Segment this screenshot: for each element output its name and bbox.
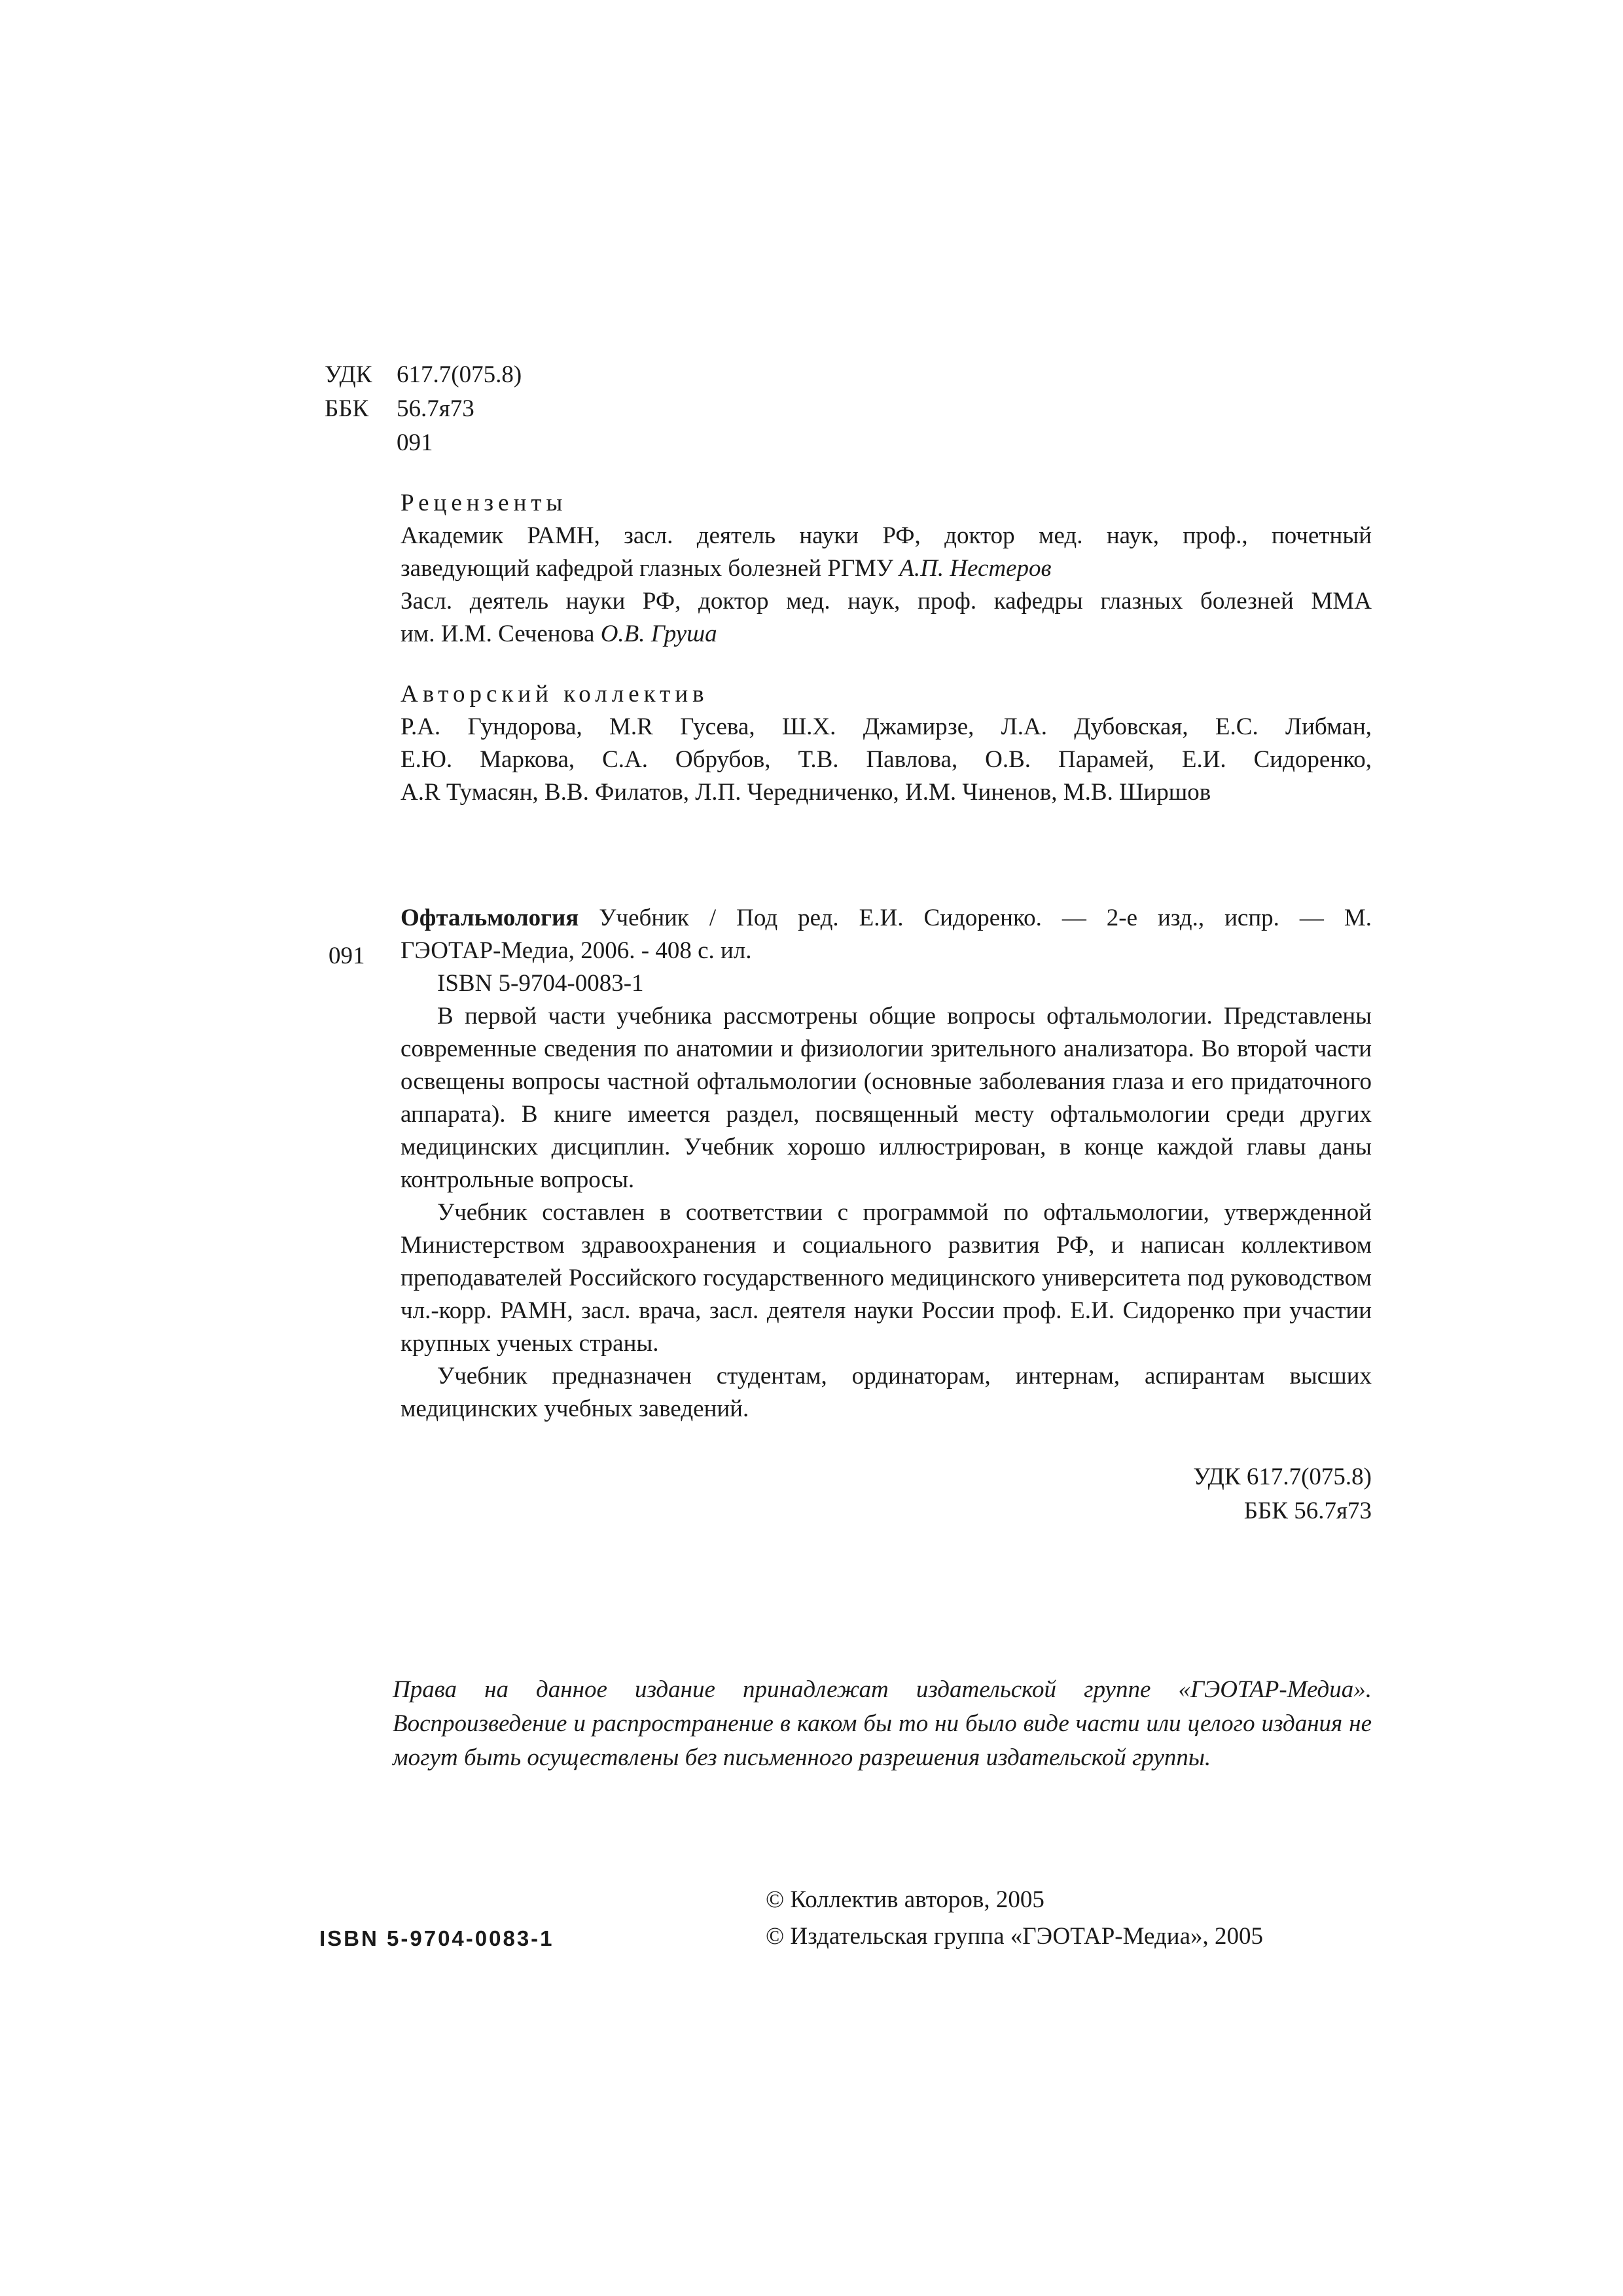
footer-isbn-number: 5-9704-0083-1 [387,1926,554,1950]
classification-code: 091 [397,429,433,456]
reviewer-2-affiliation: им. И.М. Сеченова [401,620,601,647]
entry-title-rest: Учебник / Под ред. Е.И. Сидоренко. — 2-е изд., испр. — М. [599,905,1372,931]
bbk-value: 56.7я73 [397,395,474,422]
reviewer-1-affiliation: заведующий кафедрой глазных болезней РГМУ [401,555,900,582]
reviewers-heading: Рецензенты [401,490,567,516]
entry-paragraph-2: Учебник составлен в соответствии с программой по офтальмологии, утвержденной Министерством здравоохранения и социального развития РФ, и написан коллективом преподавателей Российского государственного медицинского университета под руководством чл.-корр. РАМН, засл. врача, засл. деятеля науки России проф. Е.И. Сидоренко при участии крупных ученых страны. [401,1199,1372,1357]
entry-publisher: ГЭОТАР-Медиа, 2006. - 408 с. ил. [401,937,752,964]
authors-line-1: Р.А. Гундорова, M.R Гусева, Ш.Х. Джамирзе, Л.А. Дубовская, Е.С. Либман, [401,713,1372,740]
reviewer-2-line-2 [401,618,1372,651]
authors-line-2: Е.Ю. Маркова, С.А. Обрубов, Т.В. Павлова, О.В. Парамей, Е.И. Сидоренко, [401,746,1372,773]
copyright-authors: © Коллектив авторов, 2005 [766,1886,1044,1913]
entry-title: Офтальмология [401,905,579,931]
reviewer-2-name: О.В. Груша [600,620,717,647]
copyright-publisher: © Издательская группа «ГЭОТАР-Медиа», 2005 [766,1923,1263,1950]
footer-isbn-prefix: ISBN [319,1926,379,1950]
reviewer-1-line-1: Академик РАМН, засл. деятель науки РФ, доктор мед. наук, проф., почетный [401,522,1372,549]
rights-notice: Права на данное издание принадлежат издательской группе «ГЭОТАР-Медиа». Воспроизведение и распространение в каком бы то ни было виде части или целого издания не могут быть осуществлены без письменного разрешения издательской группы. [393,1676,1372,1771]
udk-label: УДК [325,361,372,388]
entry-paragraph-1: В первой части учебника рассмотрены общие вопросы офтальмологии. Представлены современные сведения по анатомии и физиологии зрительного анализатора. Во второй части освещены вопросы частной офтальмологии (основные заболевания глаза и его придаточного аппарата). В книге имеется раздел, посвященный месту офтальмологии среди других медицинских дисциплин. Учебник хорошо иллюстрирован, в конце каждой главы даны контрольные вопросы. [401,1003,1372,1193]
entry-title-line [401,902,1372,935]
bibliographic-entry [401,902,1372,1426]
udk-right: УДК 617.7(075.8) [1193,1463,1372,1490]
udk-row [325,359,522,391]
authors-heading: Авторский коллектив [401,681,709,708]
entry-isbn: ISBN 5-9704-0083-1 [437,970,644,997]
bbk-label: ББК [325,395,369,422]
entry-paragraph-3: Учебник предназначен студентам, ординаторам, интернам, аспирантам высших медицинских учебных заведений. [401,1363,1372,1422]
reviewer-1-line-2 [401,552,1372,585]
reviewer-1-name: А.П. Нестеров [899,555,1052,582]
authors-block [401,678,1372,809]
bbk-row [325,393,474,425]
footer-isbn [319,1926,554,1951]
entry-code: 091 [329,942,365,969]
reviewers-block [401,487,1372,651]
udk-value: 617.7(075.8) [397,361,522,388]
authors-line-3: A.R Тумасян, В.В. Филатов, Л.П. Чередниченко, И.М. Чиненов, М.В. Ширшов [401,779,1211,806]
bbk-right: ББК 56.7я73 [1243,1498,1372,1524]
reviewer-2-line-1: Засл. деятель науки РФ, доктор мед. наук, проф. кафедры глазных болезней ММА [401,588,1372,615]
